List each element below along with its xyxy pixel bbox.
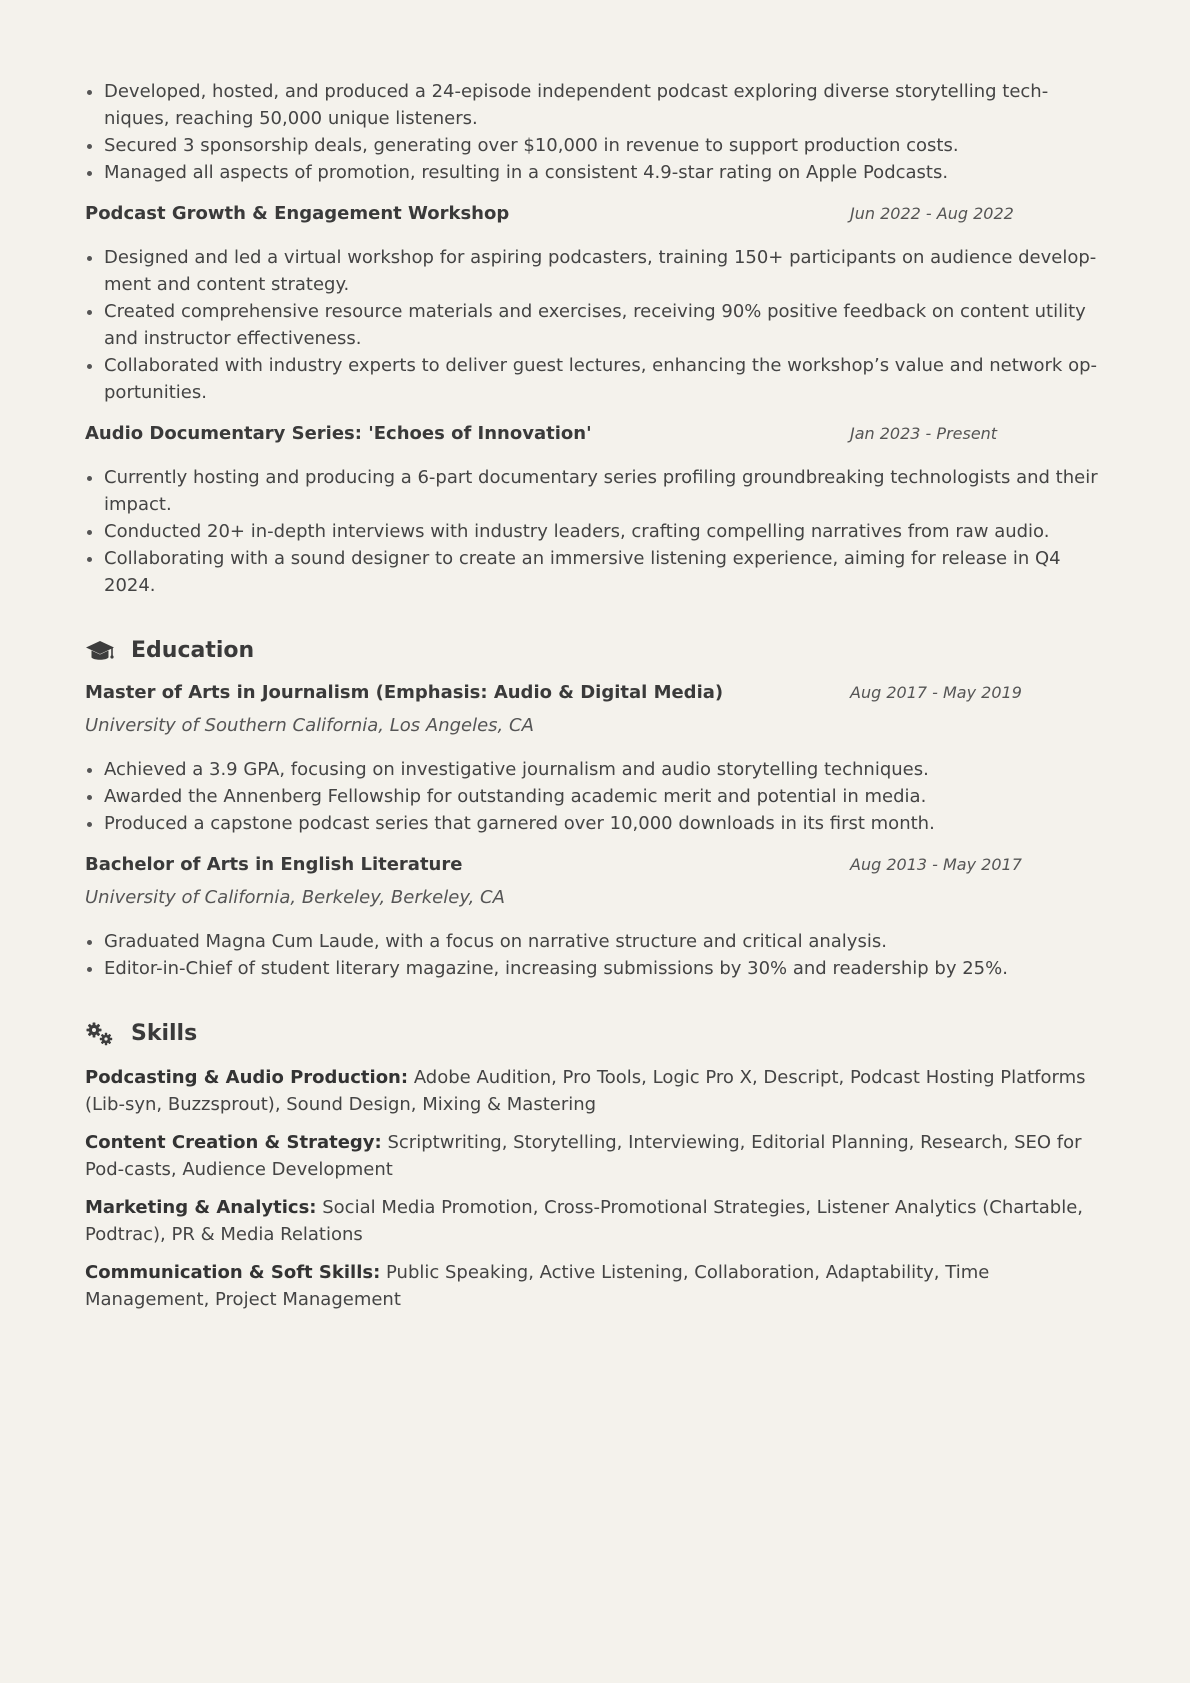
skill-label: Communication & Soft Skills: (85, 1262, 381, 1283)
list-item: Created comprehensive resource materials and exercises, receiving 90% positive feedback on content utility and instructor effectiveness. (85, 298, 1105, 352)
education-section-header (85, 633, 1105, 669)
school-name: University of Southern California, Los Angeles, CA (85, 715, 534, 736)
list-item: Developed, hosted, and produced a 24-episode independent podcast exploring diverse storytelling tech-niques, reaching 50,000 unique listeners. (85, 78, 1105, 132)
list-item: Collaborated with industry experts to deliver guest lectures, enhancing the workshop’s value and network op-portunities. (85, 352, 1105, 406)
skill-label: Marketing & Analytics: (85, 1197, 317, 1218)
gears-icon (85, 1022, 115, 1048)
list-item: Managed all aspects of promotion, resulting in a consistent 4.9-star rating on Apple Podcasts. (85, 159, 1105, 186)
section-title: Skills (131, 1021, 198, 1046)
skill-text: Public Speaking, Active Listening, Collaboration, Adaptability, Time Management, Project Management (85, 1262, 990, 1310)
entry-date: Jun 2022 - Aug 2022 (850, 204, 1014, 223)
skill-label: Content Creation & Strategy: (85, 1132, 382, 1153)
experience-entry-header (85, 200, 1105, 228)
list-item: Produced a capstone podcast series that garnered over 10,000 downloads in its first month. (85, 810, 1105, 837)
skill-group (85, 1194, 1105, 1248)
education-bullet-list (85, 928, 1105, 982)
section-title: Education (131, 638, 255, 663)
list-item: Currently hosting and producing a 6-part documentary series profiling groundbreaking technologists and their impact. (85, 464, 1105, 518)
entry-date: Aug 2013 - May 2017 (850, 855, 1022, 874)
degree-title: Master of Arts in Journalism (Emphasis: Audio & Digital Media) (85, 682, 724, 703)
list-item: Designed and led a virtual workshop for aspiring podcasters, training 150+ participants on audience develop-ment and content strategy. (85, 244, 1105, 298)
skill-text: Social Media Promotion, Cross-Promotional Strategies, Listener Analytics (Chartable, Podtrac), PR & Media Relations (85, 1197, 1084, 1245)
list-item: Achieved a 3.9 GPA, focusing on investigative journalism and audio storytelling techniques. (85, 756, 1105, 783)
skills-section-header (85, 1016, 1105, 1052)
experience-bullet-list (85, 244, 1105, 406)
podcast-bullet-list (85, 78, 1105, 186)
experience-bullet-list (85, 464, 1105, 599)
school-name: University of California, Berkeley, Berkeley, CA (85, 887, 505, 908)
skill-text: Scriptwriting, Storytelling, Interviewing, Editorial Planning, Research, SEO for Pod-casts, Audience Development (85, 1132, 1082, 1180)
graduation-cap-icon (85, 639, 115, 665)
degree-title: Bachelor of Arts in English Literature (85, 854, 463, 875)
education-entry-header (85, 679, 1105, 707)
entry-date: Jan 2023 - Present (850, 424, 998, 443)
entry-date: Aug 2017 - May 2019 (850, 683, 1022, 702)
list-item: Collaborating with a sound designer to create an immersive listening experience, aiming for release in Q4 2024. (85, 545, 1105, 599)
education-bullet-list (85, 756, 1105, 837)
list-item: Graduated Magna Cum Laude, with a focus on narrative structure and critical analysis. (85, 928, 1105, 955)
skill-text: Adobe Audition, Pro Tools, Logic Pro X, Descript, Podcast Hosting Platforms (Lib-syn, Buzzsprout), Sound Design, Mixing & Mastering (85, 1067, 1086, 1115)
entry-title: Podcast Growth & Engagement Workshop (85, 203, 510, 224)
list-item: Secured 3 sponsorship deals, generating over $10,000 in revenue to support production costs. (85, 132, 1105, 159)
resume-page (85, 78, 1105, 1313)
skill-group (85, 1259, 1105, 1313)
list-item: Conducted 20+ in-depth interviews with industry leaders, crafting compelling narratives from raw audio. (85, 518, 1105, 545)
entry-title: Audio Documentary Series: 'Echoes of Innovation' (85, 423, 592, 444)
skill-group (85, 1064, 1105, 1118)
education-entry-header (85, 851, 1105, 879)
experience-entry-header (85, 420, 1105, 448)
skill-group (85, 1129, 1105, 1183)
skill-label: Podcasting & Audio Production: (85, 1067, 409, 1088)
list-item: Awarded the Annenberg Fellowship for outstanding academic merit and potential in media. (85, 783, 1105, 810)
list-item: Editor-in-Chief of student literary magazine, increasing submissions by 30% and readership by 25%. (85, 955, 1105, 982)
